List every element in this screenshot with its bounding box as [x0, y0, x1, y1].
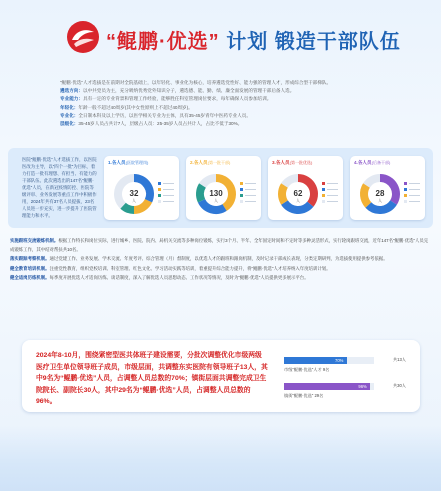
donut-slice [368, 203, 393, 210]
donut-chart [186, 156, 261, 220]
legend-line [409, 183, 420, 184]
summary-box [22, 340, 420, 412]
card-title-text: 3.各人员 [272, 160, 290, 165]
intro-text: 全日制本科及以上学历，以医学相关专业为主体，具有35-45岁青年中医药专业人员。 [78, 112, 251, 118]
legend-line [327, 183, 338, 184]
donut-center-value: 28 [375, 189, 385, 198]
point-item [10, 236, 431, 254]
intro-line [60, 120, 390, 128]
legend-swatch [404, 188, 407, 191]
donut-chart [268, 156, 343, 220]
legend-swatch [404, 194, 407, 197]
intro-label: 专业化： [60, 112, 79, 118]
donut-slice [282, 185, 284, 202]
legend-swatch [322, 188, 325, 191]
point-item [10, 254, 431, 263]
legend-swatch [158, 188, 161, 191]
stat-card [268, 156, 343, 220]
page-title [106, 25, 401, 54]
legend-swatch [240, 188, 243, 191]
intro-label: 专业能力： [60, 96, 83, 102]
intro-label: 层级化： [60, 121, 79, 127]
legend-line [327, 195, 338, 196]
donut-chart [350, 156, 425, 220]
legend-swatch [322, 200, 325, 203]
card-subtitle: (第一批优选) [289, 160, 313, 165]
legend-swatch [158, 194, 161, 197]
intro-text: 年龄一般不超过40周岁(其中女性原则上不超过40周岁)。 [78, 104, 193, 110]
donut-center-value: 62 [293, 189, 303, 198]
donut-slice [123, 206, 134, 210]
legend-swatch [404, 182, 407, 185]
intro-line [60, 95, 390, 103]
intro-text: 具有一定的专业背景和管理工作经验，能够胜任科室管理岗位要求，每年确保人员参加培训。 [82, 96, 272, 102]
donut-slice [284, 203, 310, 210]
stat-card [104, 156, 179, 220]
intro-text: 以中共党员为主，充分吸纳优秀党外知识分子，遴选德、能、勤、绩、廉全面发展的管理干部后备人选。 [82, 88, 295, 94]
bar-label: 市级“鲲鹏·优选”人才 9名 [284, 367, 330, 372]
panel-description: 医院“鲲鹏·优选”人才选拔工作，以医院医改为主导，以“四个一批”为目标，着力打造一批有理想、有担当、有能力的干部队伍。此次遴选出的147名“鲲鹏·优选”人员，在新冠疫情防控、医院等级评审、业务发展等重点工作中积极作用，2024年共有37名人员提拔，23名人员进一步充实，进一步提升了医院管理能力和水平。 [22, 157, 97, 218]
intro-section [60, 79, 390, 128]
progress-percent: 70% [335, 358, 344, 363]
donut-center-value: 32 [129, 189, 139, 198]
legend-swatch [322, 182, 325, 185]
card-subtitle: (后备干部) [371, 160, 391, 165]
legend-line [245, 189, 256, 190]
summary-text: 2024年8-10月，围绕紧密型医共体班子建设需要，分批次调整优化市级两级医疗卫生单位领导班子成员，市级层面，共调整东实医院有领导班子13人，其中9名为“鲲鹏·优选”人员，占调整人员总数的70%；镇街层面共调整完成卫生院院长、副院长30人，其中29名为“鲲鹏·优选”人员，占调整人员总数的96%。 [36, 352, 268, 406]
legend-swatch [158, 200, 161, 203]
bar-label: 镇街“鲲鹏·优选” 29名 [284, 393, 324, 398]
point-text: 通过党建工作、业务发展、学术交流、年度考评、综合管理（月）督制度，以优选人才的跟班和跟岗机制，及时记录干部成长表现，分类定期研判，为选拔使用提供参考依据。 [49, 256, 388, 262]
legend-swatch [240, 194, 243, 197]
legend-line [409, 189, 420, 190]
legend-line [409, 195, 420, 196]
intro-line [60, 87, 390, 95]
donut-center-unit: 人 [378, 198, 382, 203]
title-brand: 鲲鹏·优选 [117, 31, 209, 53]
donut-slice [284, 178, 298, 185]
donut-slice [200, 185, 202, 200]
stats-panel [8, 148, 433, 228]
page-header [0, 0, 441, 70]
card-title-text: 4.各人员 [354, 160, 372, 165]
intro-text: 35-45岁人员占共计7人，层级占人员：25-35岁人员占共计人，占比不低于30%。 [78, 121, 243, 127]
donut-center-unit: 人 [296, 198, 300, 203]
bar-total: 共13人 [392, 357, 406, 362]
intro-line [60, 104, 390, 112]
intro-label: 年轻化： [60, 104, 79, 110]
stat-card [186, 156, 261, 220]
card-subtitle: (医院管理岗) [125, 160, 149, 165]
progress-percent: 96% [358, 384, 367, 389]
legend-line [327, 201, 338, 202]
intro-line [60, 112, 390, 120]
donut-slice [366, 178, 380, 185]
point-item [10, 264, 431, 273]
legend-swatch [404, 200, 407, 203]
donut-center-unit: 人 [132, 198, 136, 203]
donut-slice [134, 201, 148, 210]
card-title-text: 2.各人员 [190, 160, 208, 165]
progress-track [284, 383, 374, 390]
legend-line [245, 195, 256, 196]
title-rest: 计划 锻造干部队伍 [226, 31, 401, 53]
point-label: 健全适岗历练机制。 [10, 274, 50, 280]
legend-swatch [158, 182, 161, 185]
kunpeng-logo-icon [66, 20, 100, 54]
donut-slice [202, 178, 216, 185]
legend-swatch [240, 200, 243, 203]
legend-swatch [240, 182, 243, 185]
point-text: 每季度开展优选人才适岗历练、谈话制度，深入了解优选人员思想动态、工作状况等情况，及时为“鲲鹏·优选”人员提供更多展示平台。 [49, 274, 309, 280]
point-label: 落实跟踪考察机制。 [10, 256, 50, 262]
point-label: 健全教育培训机制。 [10, 265, 50, 271]
stat-card [350, 156, 425, 220]
point-text: 根据工作特长和岗位实际，进行城乡、医院、院内、局机关交流等多种岗位锻炼，实行3个月、半年、全年固定时间和不定时等多种灵活形式，实行轮岗跟班交流，近年147名“鲲鹏·优选”人员完成锻炼工作，其中结对帮扶共10名。 [10, 238, 429, 253]
legend-line [163, 183, 174, 184]
bar-total: 共30人 [392, 383, 406, 388]
intro-label: 遴选方向： [60, 88, 83, 94]
decorative-footer [0, 425, 441, 491]
intro-line: “鲲鹏·优选”人才选拔是在前期对全院基础上，以年轻化、事业化为核心，培养遴选党性好、能力强的管理人才，形成综合型干部梯队。 [60, 80, 332, 85]
legend-line [163, 189, 174, 190]
legend-line [409, 201, 420, 202]
legend-line [245, 183, 256, 184]
legend-line [163, 201, 174, 202]
title-quote-close: ” [208, 31, 220, 53]
donut-center-value: 130 [209, 189, 223, 198]
legend-swatch [322, 194, 325, 197]
legend-line [163, 195, 174, 196]
card-subtitle: (第一批干部) [207, 160, 231, 165]
title-quote-open: “ [106, 31, 117, 53]
donut-center-unit: 人 [214, 198, 218, 203]
point-item [10, 273, 431, 282]
point-label: 实施跟班交流锻炼机制。 [10, 238, 59, 243]
donut-chart [104, 156, 179, 220]
card-title-text: 1.各人员 [108, 160, 126, 165]
legend-line [327, 189, 338, 190]
key-points [10, 236, 431, 282]
point-text: 注重党性教育，组织党校培训、科室管理、红色文化、学习活动实践等培训，着重提升综合能力提升，将“鲲鹏·优选”人才培养纳入年度培训计划。 [49, 265, 331, 271]
donut-slice [364, 185, 368, 205]
legend-line [245, 201, 256, 202]
progress-track [284, 357, 374, 364]
